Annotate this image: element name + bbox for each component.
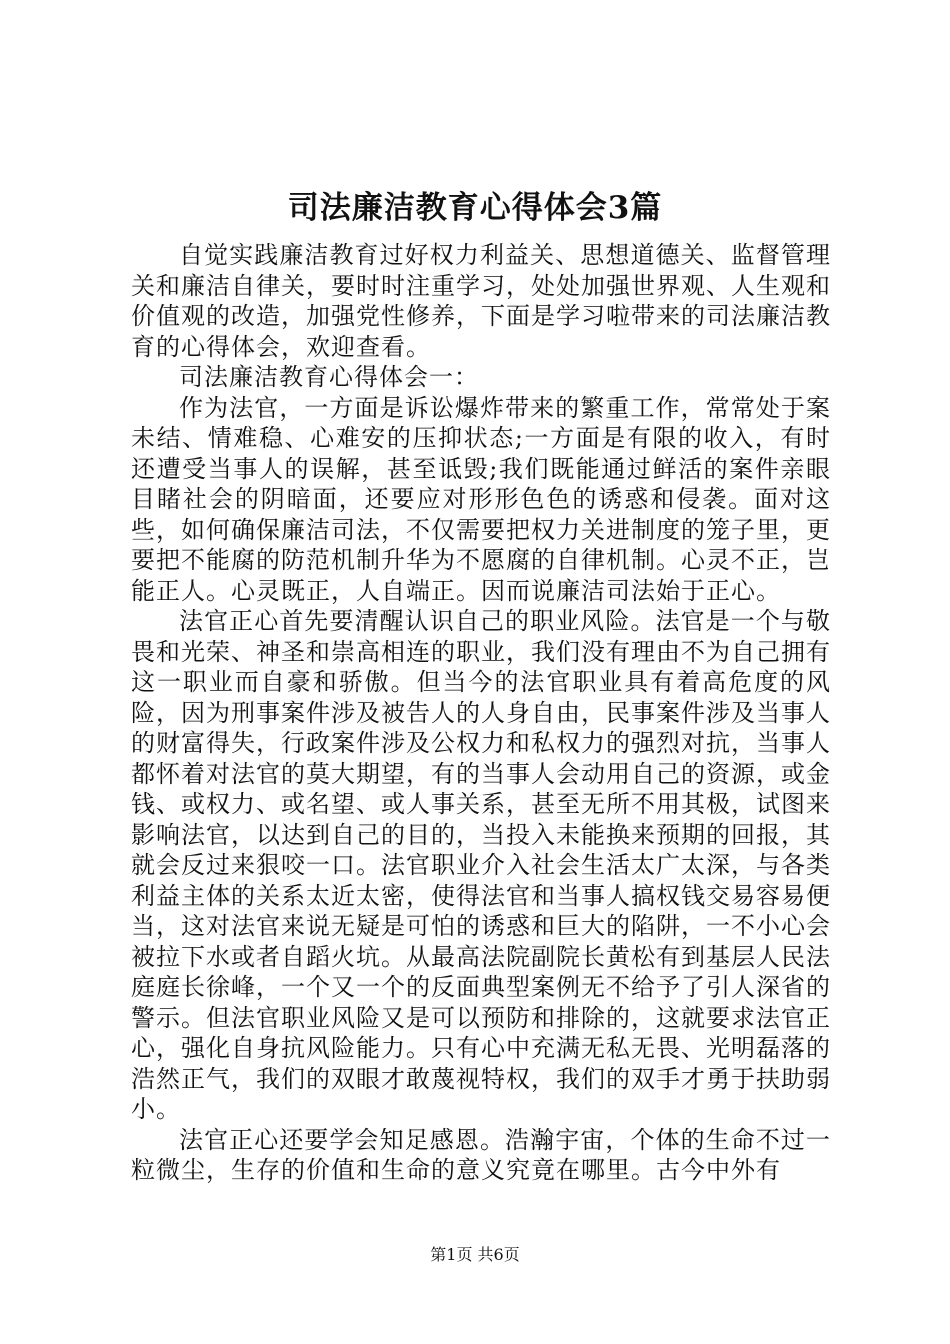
page-footer: 第1页 共6页: [430, 1245, 520, 1264]
document-body: [131, 240, 831, 1186]
paragraph-section-heading: 司法廉洁教育心得体会一：: [179, 363, 479, 391]
paragraph-body: 作为法官，一方面是诉讼爆炸带来的繁重工作，常常处于案未结、情难稳、心难安的压抑状态;一方面是有限的收入，有时还遭受当事人的误解，甚至诋毁;我们既能通过鲜活的案件亲眼目睹社会的阴暗面，还要应对形形色色的诱惑和侵袭。面对这些，如何确保廉洁司法，不仅需要把权力关进制度的笼子里，更要把不能腐的防范机制升华为不愿腐的自律机制。心灵不正，岂能正人。心灵既正，人自端正。因而说廉洁司法始于正心。: [131, 393, 831, 605]
document-title: 司法廉洁教育心得体会3篇: [287, 190, 663, 226]
paragraph-body: 法官正心还要学会知足感恩。浩瀚宇宙，个体的生命不过一粒微尘，生存的价值和生命的意义究竟在哪里。古今中外有: [131, 1125, 831, 1184]
paragraph-intro: 自觉实践廉洁教育过好权力利益关、思想道德关、监督管理关和廉洁自律关，要时时注重学习，处处加强世界观、人生观和价值观的改造，加强党性修养，下面是学习啦带来的司法廉洁教育的心得体会，欢迎查看。: [131, 241, 831, 361]
paragraph-body: 法官正心首先要清醒认识自己的职业风险。法官是一个与敬畏和光荣、神圣和崇高相连的职业，我们没有理由不为自己拥有这一职业而自豪和骄傲。但当今的法官职业具有着高危度的风险，因为刑事案件涉及被告人的人身自由，民事案件涉及当事人的财富得失，行政案件涉及公权力和私权力的强烈对抗，当事人都怀着对法官的莫大期望，有的当事人会动用自己的资源，或金钱、或权力、或名望、或人事关系，甚至无所不用其极，试图来影响法官，以达到自己的目的，当投入未能换来预期的回报，其就会反过来狠咬一口。法官职业介入社会生活太广太深，与各类利益主体的关系太近太密，使得法官和当事人搞权钱交易容易便当，这对法官来说无疑是可怕的诱惑和巨大的陷阱，一不小心会被拉下水或者自蹈火坑。从最高法院副院长黄松有到基层人民法庭庭长徐峰，一个又一个的反面典型案例无不给予了引人深省的警示。但法官职业风险又是可以预防和排除的，这就要求法官正心，强化自身抗风险能力。只有心中充满无私无畏、光明磊落的浩然正气，我们的双眼才敢蔑视特权，我们的双手才勇于扶助弱小。: [131, 607, 831, 1123]
